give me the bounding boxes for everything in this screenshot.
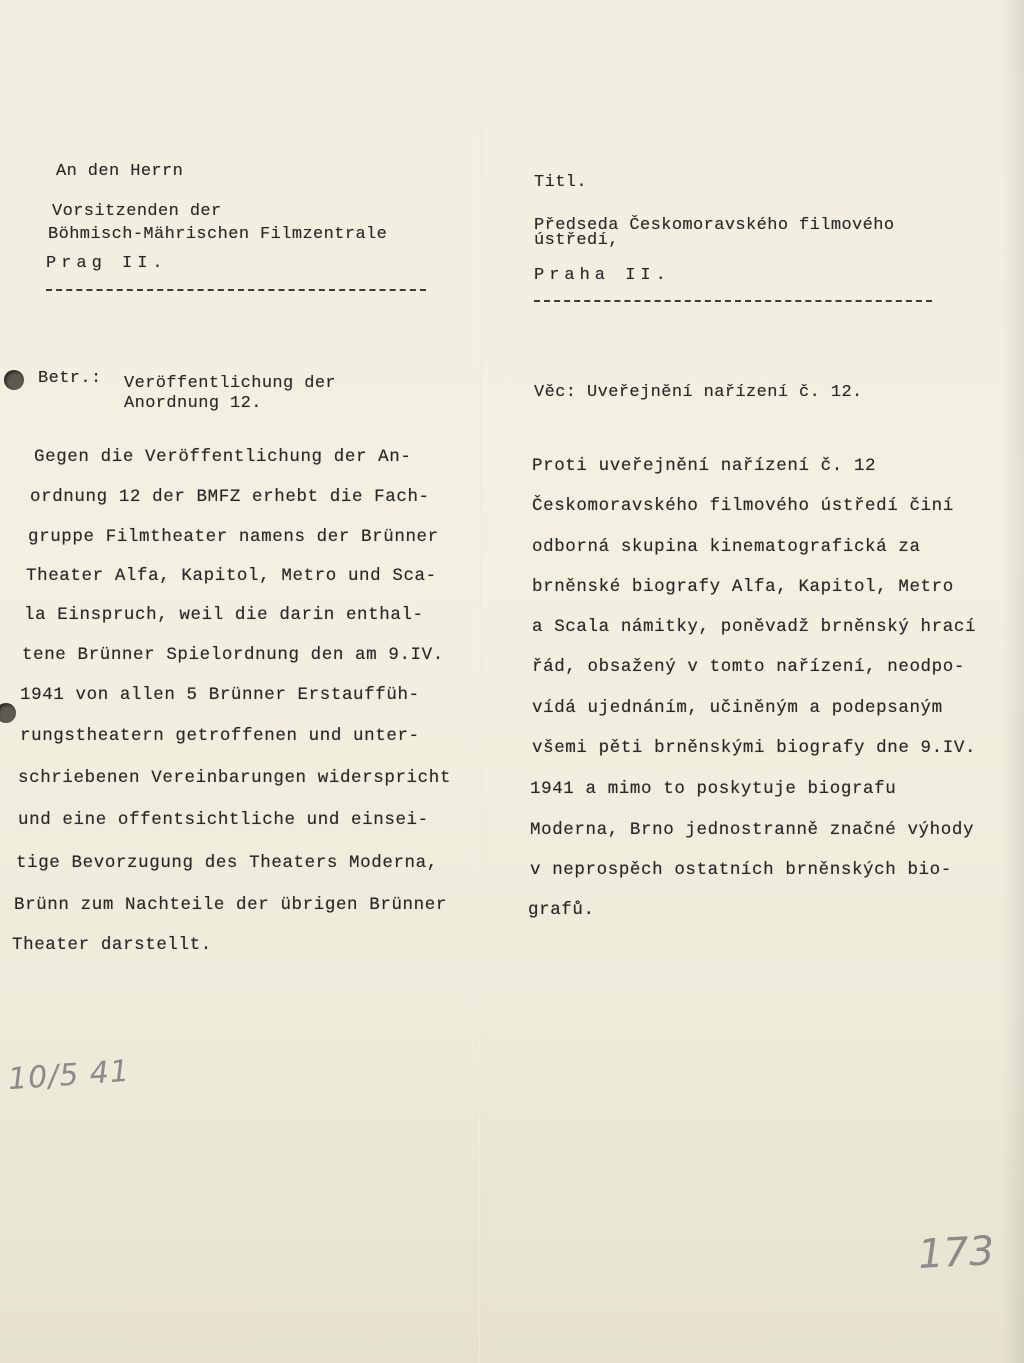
czech-body-line: Moderna, Brno jednostranně značné výhody bbox=[530, 820, 975, 840]
german-recipient-line3: Böhmisch-Mährischen Filmzentrale bbox=[48, 225, 388, 244]
czech-body-line: a Scala námitky, poněvadž brněnský hrací bbox=[532, 617, 977, 637]
czech-recipient-line3: ústředí, bbox=[534, 231, 619, 250]
german-body-line: Theater Alfa, Kapitol, Metro und Sca- bbox=[26, 566, 437, 586]
german-subject-label: Betr.: bbox=[38, 369, 102, 388]
german-body-line: rungstheatern getroffenen und unter- bbox=[20, 726, 420, 746]
german-body-line: tige Bevorzugung des Theaters Moderna, bbox=[16, 853, 438, 873]
czech-body-line: vídá ujednáním, učiněným a podepsaným bbox=[532, 698, 943, 718]
handwritten-page-number: 173 bbox=[916, 1228, 996, 1278]
german-recipient-city: Prag II. bbox=[46, 254, 168, 273]
german-subject-line1: Veröffentlichung der bbox=[124, 374, 337, 393]
german-body-line: Gegen die Veröffentlichung der An- bbox=[34, 447, 412, 467]
german-subject-line2: Anordnung 12. bbox=[124, 394, 262, 413]
czech-body-line: brněnské biografy Alfa, Kapitol, Metro bbox=[532, 577, 954, 597]
german-body-line: und eine offentsichtliche und einsei- bbox=[18, 810, 429, 830]
czech-body-line: Českomoravského filmového ústředí činí bbox=[532, 496, 954, 516]
czech-body-line: Proti uveřejnění nařízení č. 12 bbox=[532, 456, 877, 476]
german-body-line: gruppe Filmtheater namens der Brünner bbox=[28, 527, 439, 547]
czech-subject: Věc: Uveřejnění nařízení č. 12. bbox=[534, 383, 863, 402]
czech-recipient-line2: Předseda Českomoravského filmového bbox=[534, 216, 895, 235]
czech-recipient-line1: Titl. bbox=[534, 173, 588, 192]
paper-fold bbox=[478, 0, 481, 1363]
czech-body-line: řád, obsažený v tomto nařízení, neodpo- bbox=[532, 657, 965, 677]
czech-body-line: odborná skupina kinematografická za bbox=[532, 537, 921, 557]
german-body-line: Brünn zum Nachteile der übrigen Brünner bbox=[14, 895, 447, 915]
german-body-line: schriebenen Vereinbarungen widerspricht bbox=[18, 768, 451, 788]
german-address-rule bbox=[46, 289, 426, 291]
german-body-line: ordnung 12 der BMFZ erhebt die Fach- bbox=[30, 487, 430, 507]
czech-address-rule bbox=[534, 300, 932, 302]
german-body-line: 1941 von allen 5 Brünner Erstauffüh- bbox=[20, 685, 420, 705]
czech-body-line: v neprospěch ostatních brněnských bio- bbox=[530, 860, 952, 880]
handwritten-date-note: 10/5 41 bbox=[6, 1053, 132, 1098]
czech-recipient-city: Praha II. bbox=[534, 266, 671, 285]
german-body-line: la Einspruch, weil die darin enthal- bbox=[24, 605, 424, 625]
punch-hole-bottom bbox=[0, 703, 16, 723]
german-body-line: Theater darstellt. bbox=[12, 935, 212, 955]
german-body-line: tene Brünner Spielordnung den am 9.IV. bbox=[22, 645, 444, 665]
punch-hole-top bbox=[4, 370, 24, 390]
czech-body-line: grafů. bbox=[528, 900, 595, 920]
czech-body-line: 1941 a mimo to poskytuje biografu bbox=[530, 779, 897, 799]
german-recipient-line1: An den Herrn bbox=[56, 162, 184, 181]
paper-edge-shadow bbox=[1002, 0, 1024, 1363]
german-recipient-line2: Vorsitzenden der bbox=[52, 202, 222, 221]
czech-body-line: všemi pěti brněnskými biografy dne 9.IV. bbox=[532, 738, 977, 758]
